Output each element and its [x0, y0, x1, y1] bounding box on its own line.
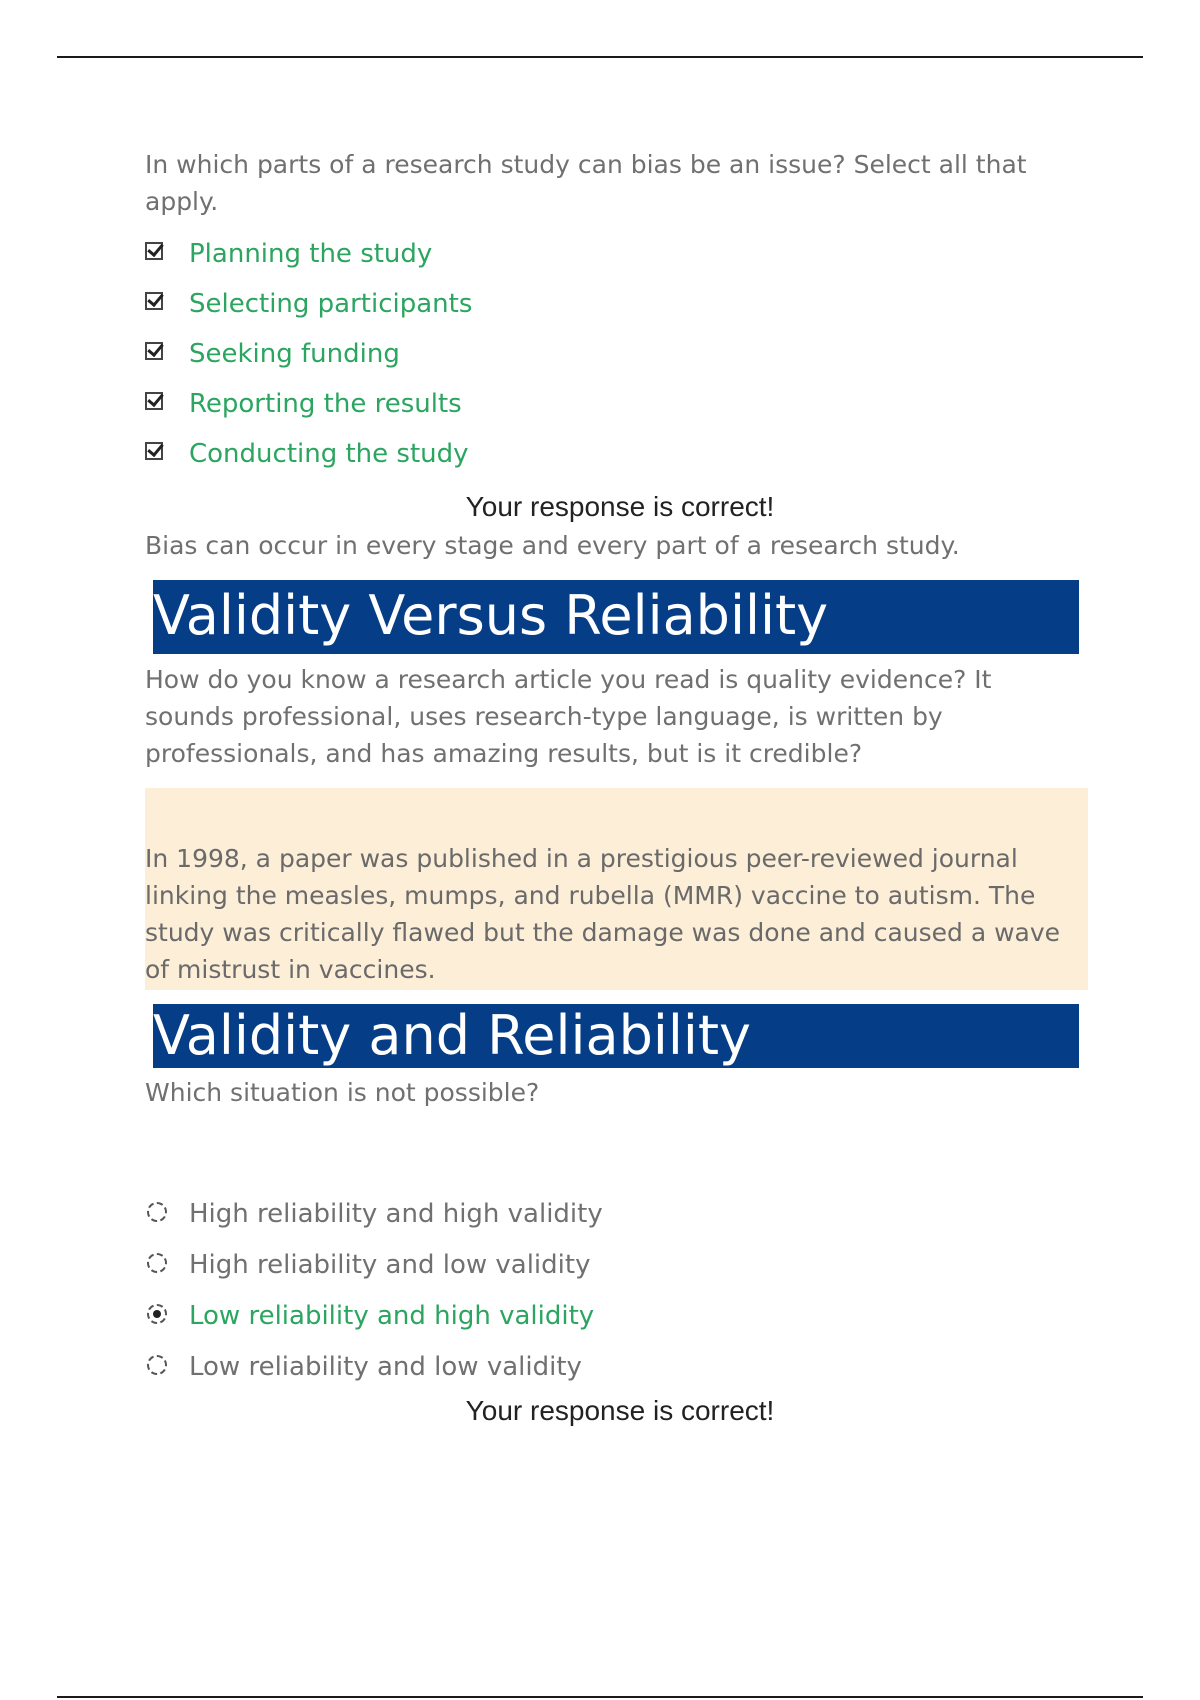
option-label[interactable]: High reliability and low validity	[189, 1250, 591, 1280]
checkbox-option[interactable]	[145, 286, 1045, 336]
radio-option[interactable]	[145, 1196, 1045, 1247]
checkbox-checked-icon[interactable]	[145, 242, 163, 260]
section-heading-banner	[153, 1004, 1079, 1068]
checkbox-option[interactable]	[145, 436, 1045, 486]
option-label[interactable]: Selecting participants	[189, 289, 473, 319]
callout-box	[145, 788, 1088, 990]
question-2-feedback: Your response is correct!	[465, 1395, 775, 1426]
option-label[interactable]: Low reliability and low validity	[189, 1352, 582, 1382]
checkbox-checked-icon[interactable]	[145, 292, 163, 310]
bottom-divider	[57, 1696, 1143, 1698]
top-divider	[57, 56, 1143, 58]
option-label[interactable]: Low reliability and high validity	[189, 1301, 595, 1331]
section-heading-banner	[153, 580, 1079, 654]
radio-option[interactable]	[145, 1247, 1045, 1298]
checkbox-checked-icon[interactable]	[145, 442, 163, 460]
question-2-prompt: Which situation is not possible?	[145, 1078, 540, 1107]
radio-unselected-icon[interactable]	[147, 1355, 167, 1375]
checkbox-checked-icon[interactable]	[145, 342, 163, 360]
radio-selected-icon[interactable]	[147, 1304, 167, 1324]
option-label[interactable]: Seeking funding	[189, 339, 400, 369]
option-label[interactable]: Reporting the results	[189, 389, 462, 419]
question-2-options	[145, 1196, 1045, 1400]
checkbox-option[interactable]	[145, 236, 1045, 286]
option-label[interactable]: Planning the study	[189, 239, 433, 269]
callout-text: In 1998, a paper was published in a prestigious peer-reviewed journal linking the measles, mumps, and rubella (MMR) vaccine to autism. The study was critically flawed but the damage was done and caused a wave of mistrust in vaccines.	[145, 844, 1061, 984]
question-1-prompt: In which parts of a research study can bias be an issue? Select all that apply.	[145, 150, 1027, 216]
radio-option[interactable]	[145, 1349, 1045, 1400]
checkbox-option[interactable]	[145, 336, 1045, 386]
radio-unselected-icon[interactable]	[147, 1253, 167, 1273]
radio-unselected-icon[interactable]	[147, 1202, 167, 1222]
section-heading: Validity Versus Reliability	[153, 584, 829, 647]
checkbox-checked-icon[interactable]	[145, 392, 163, 410]
radio-option[interactable]	[145, 1298, 1045, 1349]
checkbox-option[interactable]	[145, 386, 1045, 436]
question-1-feedback: Your response is correct!	[465, 491, 775, 522]
question-1-explanation: Bias can occur in every stage and every part of a research study.	[145, 531, 960, 560]
question-1-options	[145, 236, 1045, 486]
option-label[interactable]: High reliability and high validity	[189, 1199, 603, 1229]
section-heading: Validity and Reliability	[153, 1004, 752, 1067]
option-label[interactable]: Conducting the study	[189, 439, 469, 469]
section-intro-text: How do you know a research article you read is quality evidence? It sounds professional, uses research-type language, is written by professionals, and has amazing results, but is it credible?	[145, 665, 992, 768]
